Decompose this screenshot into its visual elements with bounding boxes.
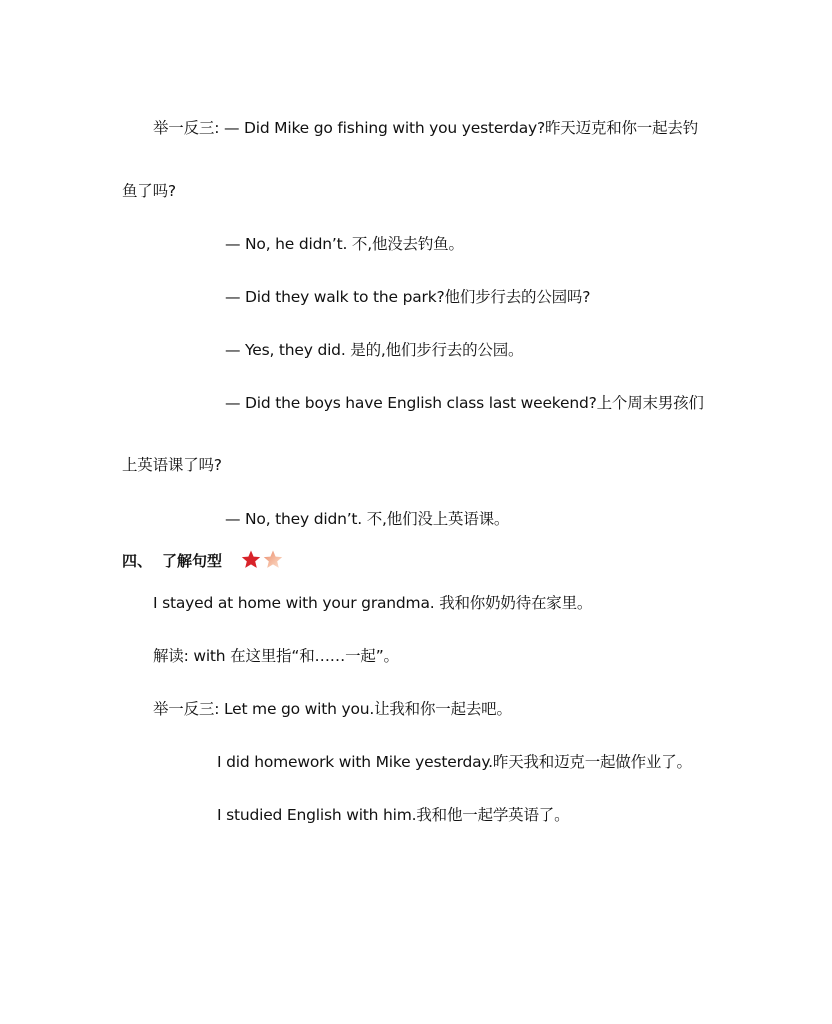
section-heading (122, 550, 222, 572)
dialogue-line-4: — Yes, they did. 是的,他们步行去的公园。 (225, 341, 524, 359)
practice-line-1: 举一反三: Let me go with you.让我和你一起去吧。 (153, 700, 512, 718)
explanation-line: 解读: with 在这里指“和……一起”。 (153, 647, 399, 665)
dialogue-line-3: — Did they walk to the park?他们步行去的公园吗? (225, 288, 591, 306)
practice-line-2: I did homework with Mike yesterday.昨天我和迈克一起做作业了。 (217, 753, 692, 771)
star-rating-icon (241, 549, 285, 571)
section-number: 四、 (122, 552, 153, 570)
section-title: 了解句型 (162, 552, 223, 570)
dialogue-line-6: — No, they didn’t. 不,他们没上英语课。 (225, 510, 510, 528)
example-intro-continuation: 鱼了吗? (122, 182, 176, 200)
key-sentence: I stayed at home with your grandma. 我和你奶奶待在家里。 (153, 594, 593, 612)
dialogue-line-2: — No, he didn’t. 不,他没去钓鱼。 (225, 235, 464, 253)
practice-line-3: I studied English with him.我和他一起学英语了。 (217, 806, 570, 824)
dialogue-line-5-continuation: 上英语课了吗? (122, 456, 222, 474)
star-filled-icon (242, 551, 260, 568)
star-half-icon (264, 551, 282, 568)
dialogue-line-5: — Did the boys have English class last weekend?上个周末男孩们 (225, 394, 704, 412)
example-intro-line: 举一反三: — Did Mike go fishing with you yesterday?昨天迈克和你一起去钓 (153, 119, 699, 137)
